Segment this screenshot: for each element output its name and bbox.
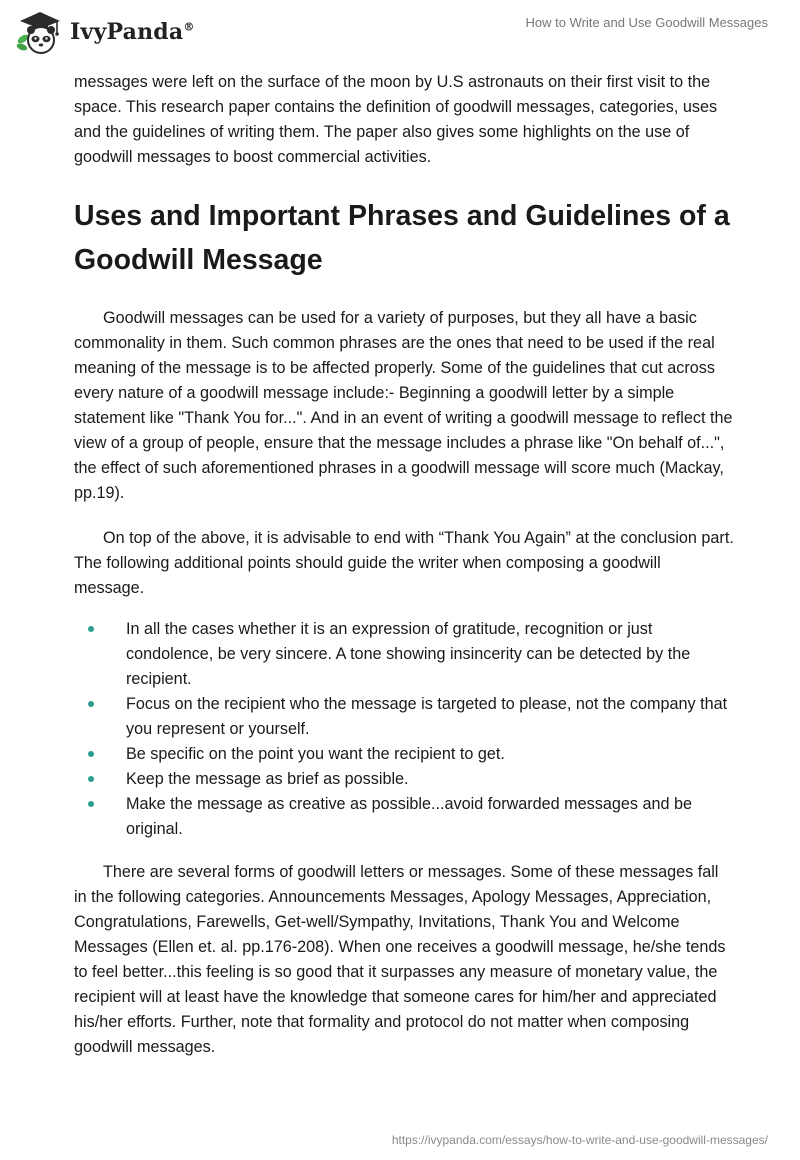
page-header — [0, 0, 800, 70]
bullet-icon — [88, 701, 94, 707]
site-logo[interactable] — [14, 9, 195, 55]
bullet-icon — [88, 626, 94, 632]
document-title: How to Write and Use Goodwill Messages — [525, 15, 768, 30]
body-paragraph-3: There are several forms of goodwill letters or messages. Some of these messages fall in the following categories. Announcements Messages, Apology Messages, Appreciation, Congratulations, Farewells, Get-well/Sympathy, Invitations, Thank You and Welcome Messages (Ellen et. al. pp.176-208). When one receives a goodwill message, he/she tends to feel better...this feeling is so good that it surpasses any measure of monetary value, the recipient will at least have the knowledge that someone cares for him/her and appreciated his/her efforts. Further, note that formality and protocol do not matter when composing goodwill messages. — [74, 863, 726, 1056]
body-paragraph-2: On top of the above, it is advisable to end with “Thank You Again” at the conclusion part. The following additional points should guide the writer when composing a goodwill message. — [74, 529, 734, 597]
guideline-list — [74, 617, 734, 842]
essay-content — [74, 70, 734, 1060]
logo-text: IvyPanda® — [70, 19, 195, 45]
bullet-icon — [88, 776, 94, 782]
bullet-icon — [88, 751, 94, 757]
list-item: Make the message as creative as possible...avoid forwarded messages and be original. — [74, 792, 734, 842]
list-item: Be specific on the point you want the recipient to get. — [74, 742, 734, 767]
list-item: Focus on the recipient who the message is targeted to please, not the company that you represent or yourself. — [74, 692, 734, 742]
source-url-link[interactable]: https://ivypanda.com/essays/how-to-write-and-use-goodwill-messages/ — [391, 1133, 768, 1147]
section-heading: Uses and Important Phrases and Guidelines of a Goodwill Message — [74, 200, 730, 276]
list-item: Keep the message as brief as possible. — [74, 767, 734, 792]
registered-mark: ® — [183, 20, 195, 34]
intro-paragraph: messages were left on the surface of the moon by U.S astronauts on their first visit to the space. This research paper contains the definition of goodwill messages, categories, uses and the guidelines of writing them. The paper also gives some highlights on the use of goodwill messages to boost commercial activities. — [74, 73, 718, 166]
list-item: In all the cases whether it is an expression of gratitude, recognition or just condolence, be very sincere. A tone showing insincerity can be detected by the recipient. — [74, 617, 734, 692]
body-paragraph-1: Goodwill messages can be used for a variety of purposes, but they all have a basic commonality in them. Such common phrases are the ones that need to be used if the real meaning of the message is to be affected properly. Some of the guidelines that cut across every nature of a goodwill message include:- Beginning a goodwill letter by a simple statement like "Thank You for...". And in an event of writing a goodwill message to reflect the view of a group of people, ensure that the message includes a phrase like "On behalf of...", the effect of such aforementioned phrases in a goodwill message will score much (Mackay, pp.19). — [74, 309, 733, 502]
panda-logo-icon — [14, 9, 64, 55]
bullet-icon — [88, 801, 94, 807]
